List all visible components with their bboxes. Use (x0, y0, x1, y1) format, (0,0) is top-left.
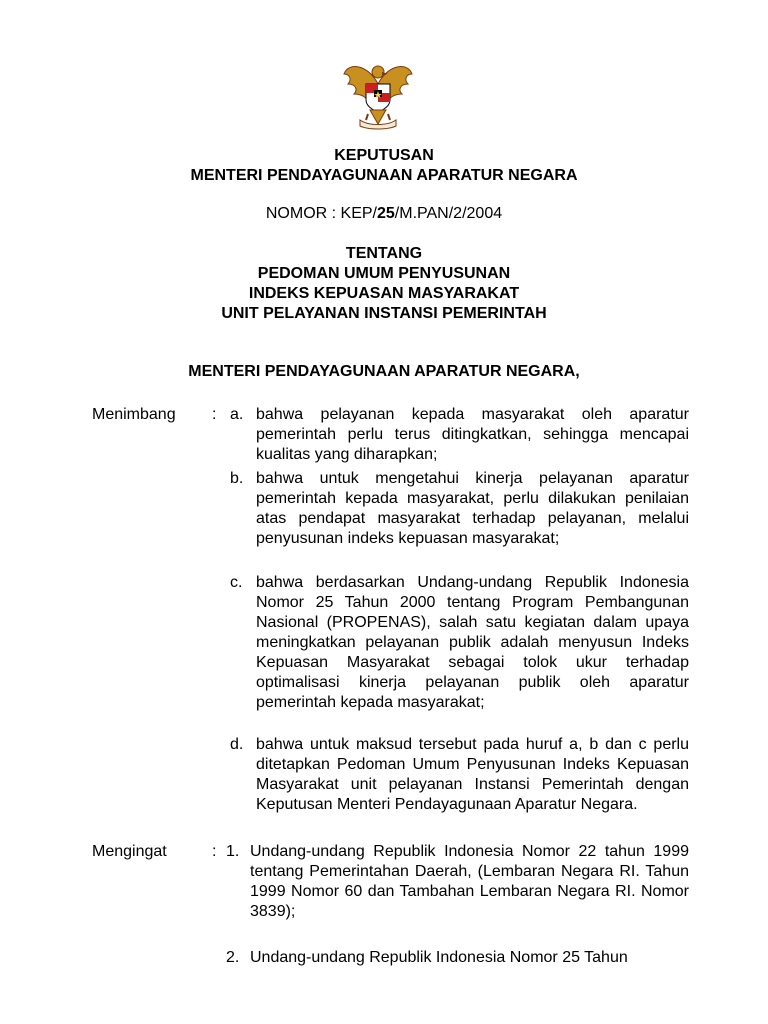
mengingat-marker-2: 2. (226, 949, 240, 966)
menimbang-marker-b: b. (230, 470, 244, 487)
number-suffix: /M.PAN/2/2004 (394, 205, 503, 222)
number-bold: 25 (377, 205, 395, 222)
menimbang-item-c: bahwa berdasarkan Undang-undang Republik Indonesia Nomor 25 Tahun 2000 tentang Program Pembangunan Nasional (PROPENAS), salah satu kegiatan dalam upaya meningkatkan pelayanan publik adalah menyusun Indeks Kepuasan Masyarakat sebagai tolok ukur terhadap optimalisasi kinerja pelayanan publik oleh aparatur pemerintah kepada masyarakat; (256, 574, 689, 711)
decree-number (0, 204, 768, 224)
title-line-keputusan: KEPUTUSAN (334, 147, 434, 164)
subject-line-3: UNIT PELAYANAN INSTANSI PEMERINTAH (221, 305, 547, 322)
mengingat-marker-1: 1. (226, 843, 240, 860)
menimbang-item-a: bahwa pelayanan kepada masyarakat oleh aparatur pemerintah perlu terus ditingkatkan, sehingga mencapai kualitas yang diharapkan; (256, 406, 689, 463)
subject-about: TENTANG (345, 245, 423, 262)
menimbang-marker-c: c. (230, 574, 243, 591)
menimbang-item-b: bahwa untuk mengetahui kinerja pelayanan aparatur pemerintah kepada masyarakat, perlu dilakukan penilaian atas pendapat masyarakat terhadap pelayanan, melalui penyusunan indeks kepuasan masyarakat; (256, 470, 689, 547)
garuda-emblem (338, 54, 418, 134)
mengingat-item-2: Undang-undang Republik Indonesia Nomor 25 Tahun (250, 949, 628, 966)
mengingat-item-1: Undang-undang Republik Indonesia Nomor 22 tahun 1999 tentang Pemerintahan Daerah, (Lembaran Negara RI. Tahun 1999 Nomor 60 dan Tambahan Lembaran Negara RI. Nomor 3839); (250, 843, 689, 920)
minister-heading (0, 362, 768, 382)
decree-subject (0, 244, 768, 324)
menimbang-marker-d: d. (230, 736, 244, 753)
menimbang-colon: : (212, 406, 217, 423)
mengingat-colon: : (212, 843, 217, 860)
menimbang-item-d: bahwa untuk maksud tersebut pada huruf a, b dan c perlu ditetapkan Pedoman Umum Penyusunan Indeks Kepuasan Masyarakat unit pelayanan Instansi Pemerintah dengan Keputusan Menteri Pendayagunaan Aparatur Negara. (256, 736, 689, 813)
menimbang-label: Menimbang (92, 406, 176, 423)
decree-title (0, 146, 768, 186)
title-line-minister: MENTERI PENDAYAGUNAAN APARATUR NEGARA (190, 167, 578, 184)
subject-line-1: PEDOMAN UMUM PENYUSUNAN (257, 265, 511, 282)
minister-line: MENTERI PENDAYAGUNAAN APARATUR NEGARA, (188, 363, 580, 380)
menimbang-marker-a: a. (230, 406, 244, 423)
subject-line-2: INDEKS KEPUASAN MASYARAKAT (248, 285, 520, 302)
mengingat-label: Mengingat (92, 843, 167, 860)
number-prefix: NOMOR : KEP/ (265, 205, 377, 222)
